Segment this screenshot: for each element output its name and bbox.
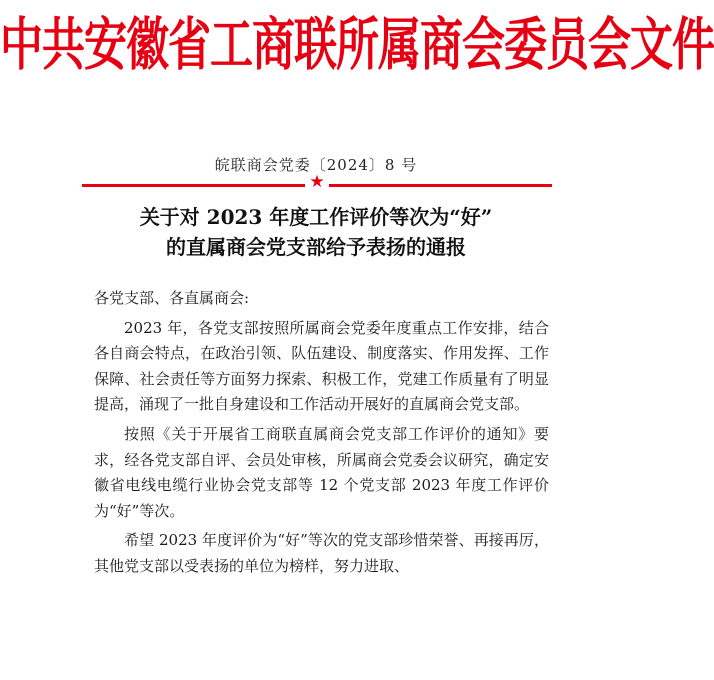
separator-line-left xyxy=(82,184,305,187)
paragraph-2: 按照《关于开展省工商联直属商会党支部工作评价的通知》要求，经各党支部自评、会员处审核，所属商会党委会议研究，确定安徽省电线电缆行业协会党支部等 12 个党支部 2023 年度工作评价为“好”等次。 xyxy=(94,424,549,520)
star-icon: ★ xyxy=(309,172,325,192)
salutation: 各党支部、各直属商会: xyxy=(94,289,250,307)
title-line-2: 的直属商会党支部给予表扬的通报 xyxy=(166,235,466,259)
paragraph-3: 希望 2023 年度评价为“好”等次的党支部珍惜荣誉、再接再厉，其他党支部以受表扬的单位为榜样，努力进取、 xyxy=(94,531,549,575)
document-body xyxy=(94,286,549,580)
paragraph-1: 2023 年，各党支部按照所属商会党委年度重点工作安排，结合各自商会特点，在政治引领、队伍建设、制度落实、作用发挥、工作保障、社会责任等方面努力探索、积极工作，党建工作质量有了明显提高，涌现了一批自身建设和工作活动开展好的直属商会党支部。 xyxy=(94,318,549,414)
org-header-title: 中共安徽省工商联所属商会委员会文件 xyxy=(0,12,714,79)
separator-line-right xyxy=(329,184,552,187)
title-line-1: 关于对 2023 年度工作评价等次为“好” xyxy=(139,205,493,229)
document-number: 皖联商会党委〔2024〕8 号 xyxy=(214,156,418,174)
document-title xyxy=(0,202,632,262)
red-separator xyxy=(82,172,552,193)
